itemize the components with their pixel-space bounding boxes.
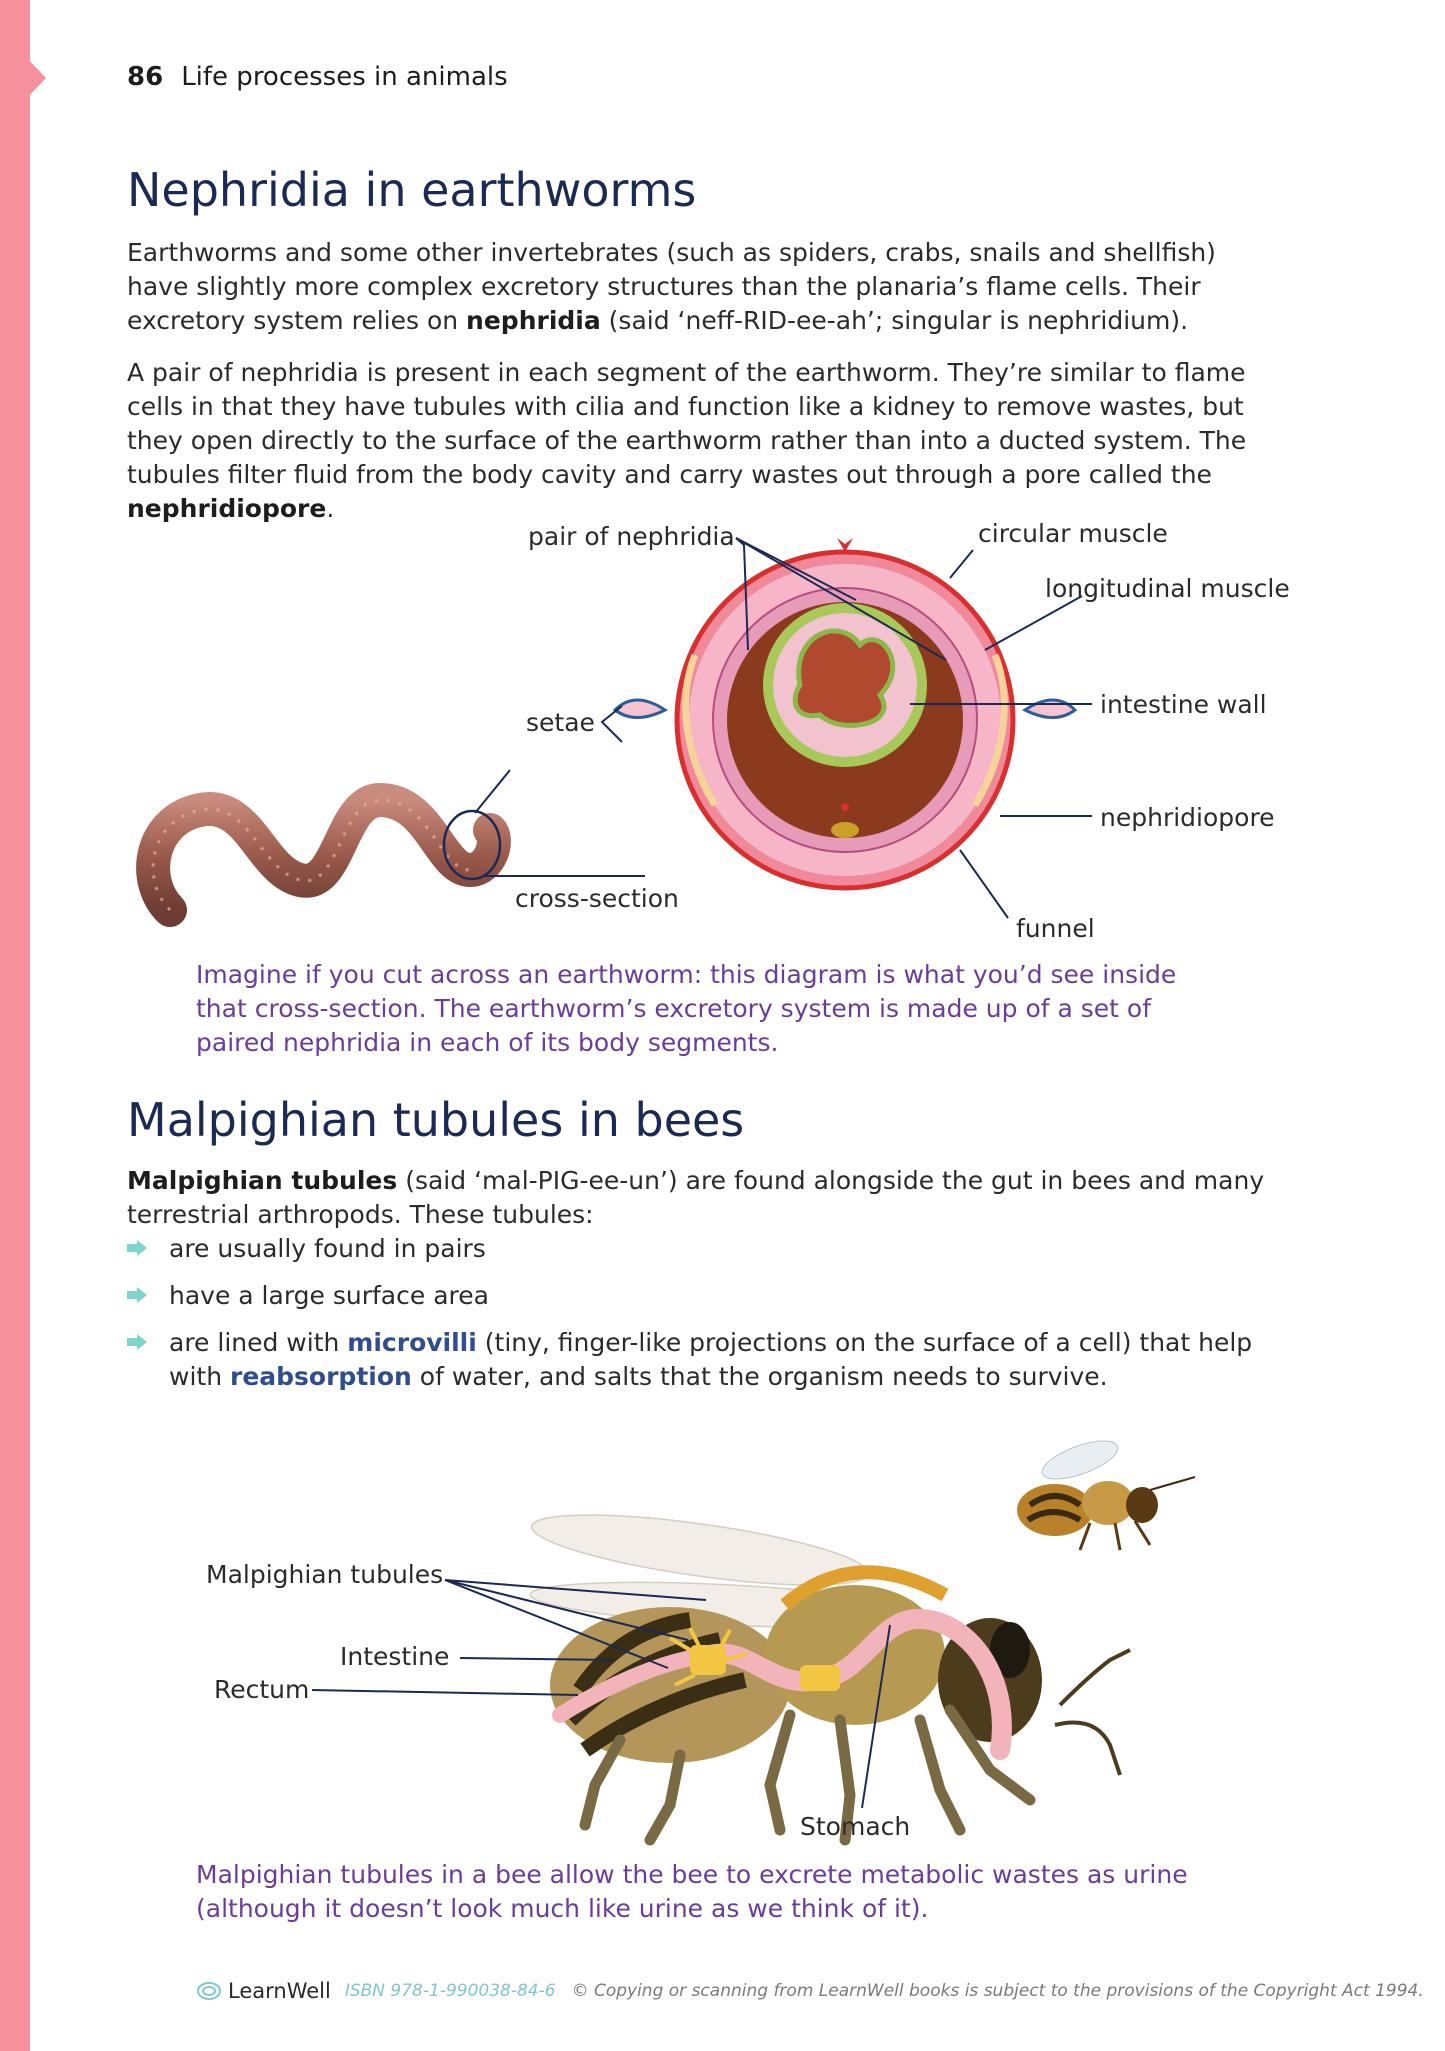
- section-title-malpighian: Malpighian tubules in bees: [127, 1093, 745, 1147]
- label-cross-section: cross-section: [515, 884, 679, 913]
- learnwell-logo: LearnWell: [196, 1979, 331, 2003]
- label-intestine: Intestine: [340, 1642, 450, 1671]
- list-item: are lined with microvilli (tiny, finger-like projections on the surface of a cell) that help with reabsorption of water, and salts that the organism needs to survive.: [127, 1326, 1277, 1394]
- label-intestine-wall: intestine wall: [1100, 690, 1267, 719]
- label-longitudinal-muscle: longitudinal muscle: [1045, 574, 1290, 603]
- learnwell-swirl-icon: [196, 1980, 222, 2002]
- page-footer: [196, 1979, 1424, 2003]
- paragraph-nephridia-intro: Earthworms and some other invertebrates (such as spiders, crabs, snails and shellfish) have slightly more complex excretory structures than the planaria’s flame cells. Their excretory system relies on nephridia (said ‘neff-RID-ee-ah’; singular is nephridium).: [127, 238, 1216, 335]
- label-funnel: funnel: [1016, 914, 1095, 943]
- caption-bee-figure: Malpighian tubules in a bee allow the bee to excrete metabolic wastes as urine (although it doesn’t look much like urine as we think of it).: [196, 1860, 1188, 1923]
- copyright-notice: © Copying or scanning from LearnWell books is subject to the provisions of the Copyright Act 1994.: [571, 1981, 1424, 2001]
- label-pair-of-nephridia: pair of nephridia: [528, 522, 735, 551]
- label-rectum: Rectum: [214, 1675, 310, 1704]
- label-malpighian-tubules: Malpighian tubules: [206, 1560, 444, 1589]
- list-item: have a large surface area: [127, 1279, 1277, 1313]
- label-circular-muscle: circular muscle: [978, 519, 1168, 548]
- label-setae: setae: [526, 708, 595, 737]
- label-stomach: Stomach: [800, 1812, 911, 1841]
- chapter-title: Life processes in animals: [181, 62, 508, 92]
- list-item: are usually found in pairs: [127, 1232, 1277, 1266]
- paragraph-nephridia-detail: A pair of nephridia is present in each segment of the earthworm. They’re similar to flame cells in that they have tubules with cilia and function like a kidney to remove wastes, but they open directly to the surface of the earthworm rather than into a ducted system. The tubules filter fluid from the body cavity and carry wastes out through a pore called the nephridiopore.: [127, 358, 1247, 523]
- isbn-text: ISBN 978-1-990038-84-6: [344, 1981, 556, 2001]
- keyword-microvilli: microvilli: [347, 1328, 477, 1357]
- keyword-reabsorption: reabsorption: [230, 1362, 412, 1391]
- label-nephridiopore: nephridiopore: [1100, 803, 1275, 832]
- section-title-nephridia: Nephridia in earthworms: [127, 163, 697, 217]
- caption-earthworm-figure: Imagine if you cut across an earthworm: this diagram is what you’d see inside that cross-section. The earthworm’s excretory system is made up of a set of paired nephridia in each of its body segments.: [196, 960, 1177, 1057]
- paragraph-malpighian-intro: Malpighian tubules (said ‘mal-PIG-ee-un’) are found alongside the gut in bees and many terrestrial arthropods. These tubules:: [127, 1166, 1265, 1229]
- page-number: 86: [127, 62, 164, 92]
